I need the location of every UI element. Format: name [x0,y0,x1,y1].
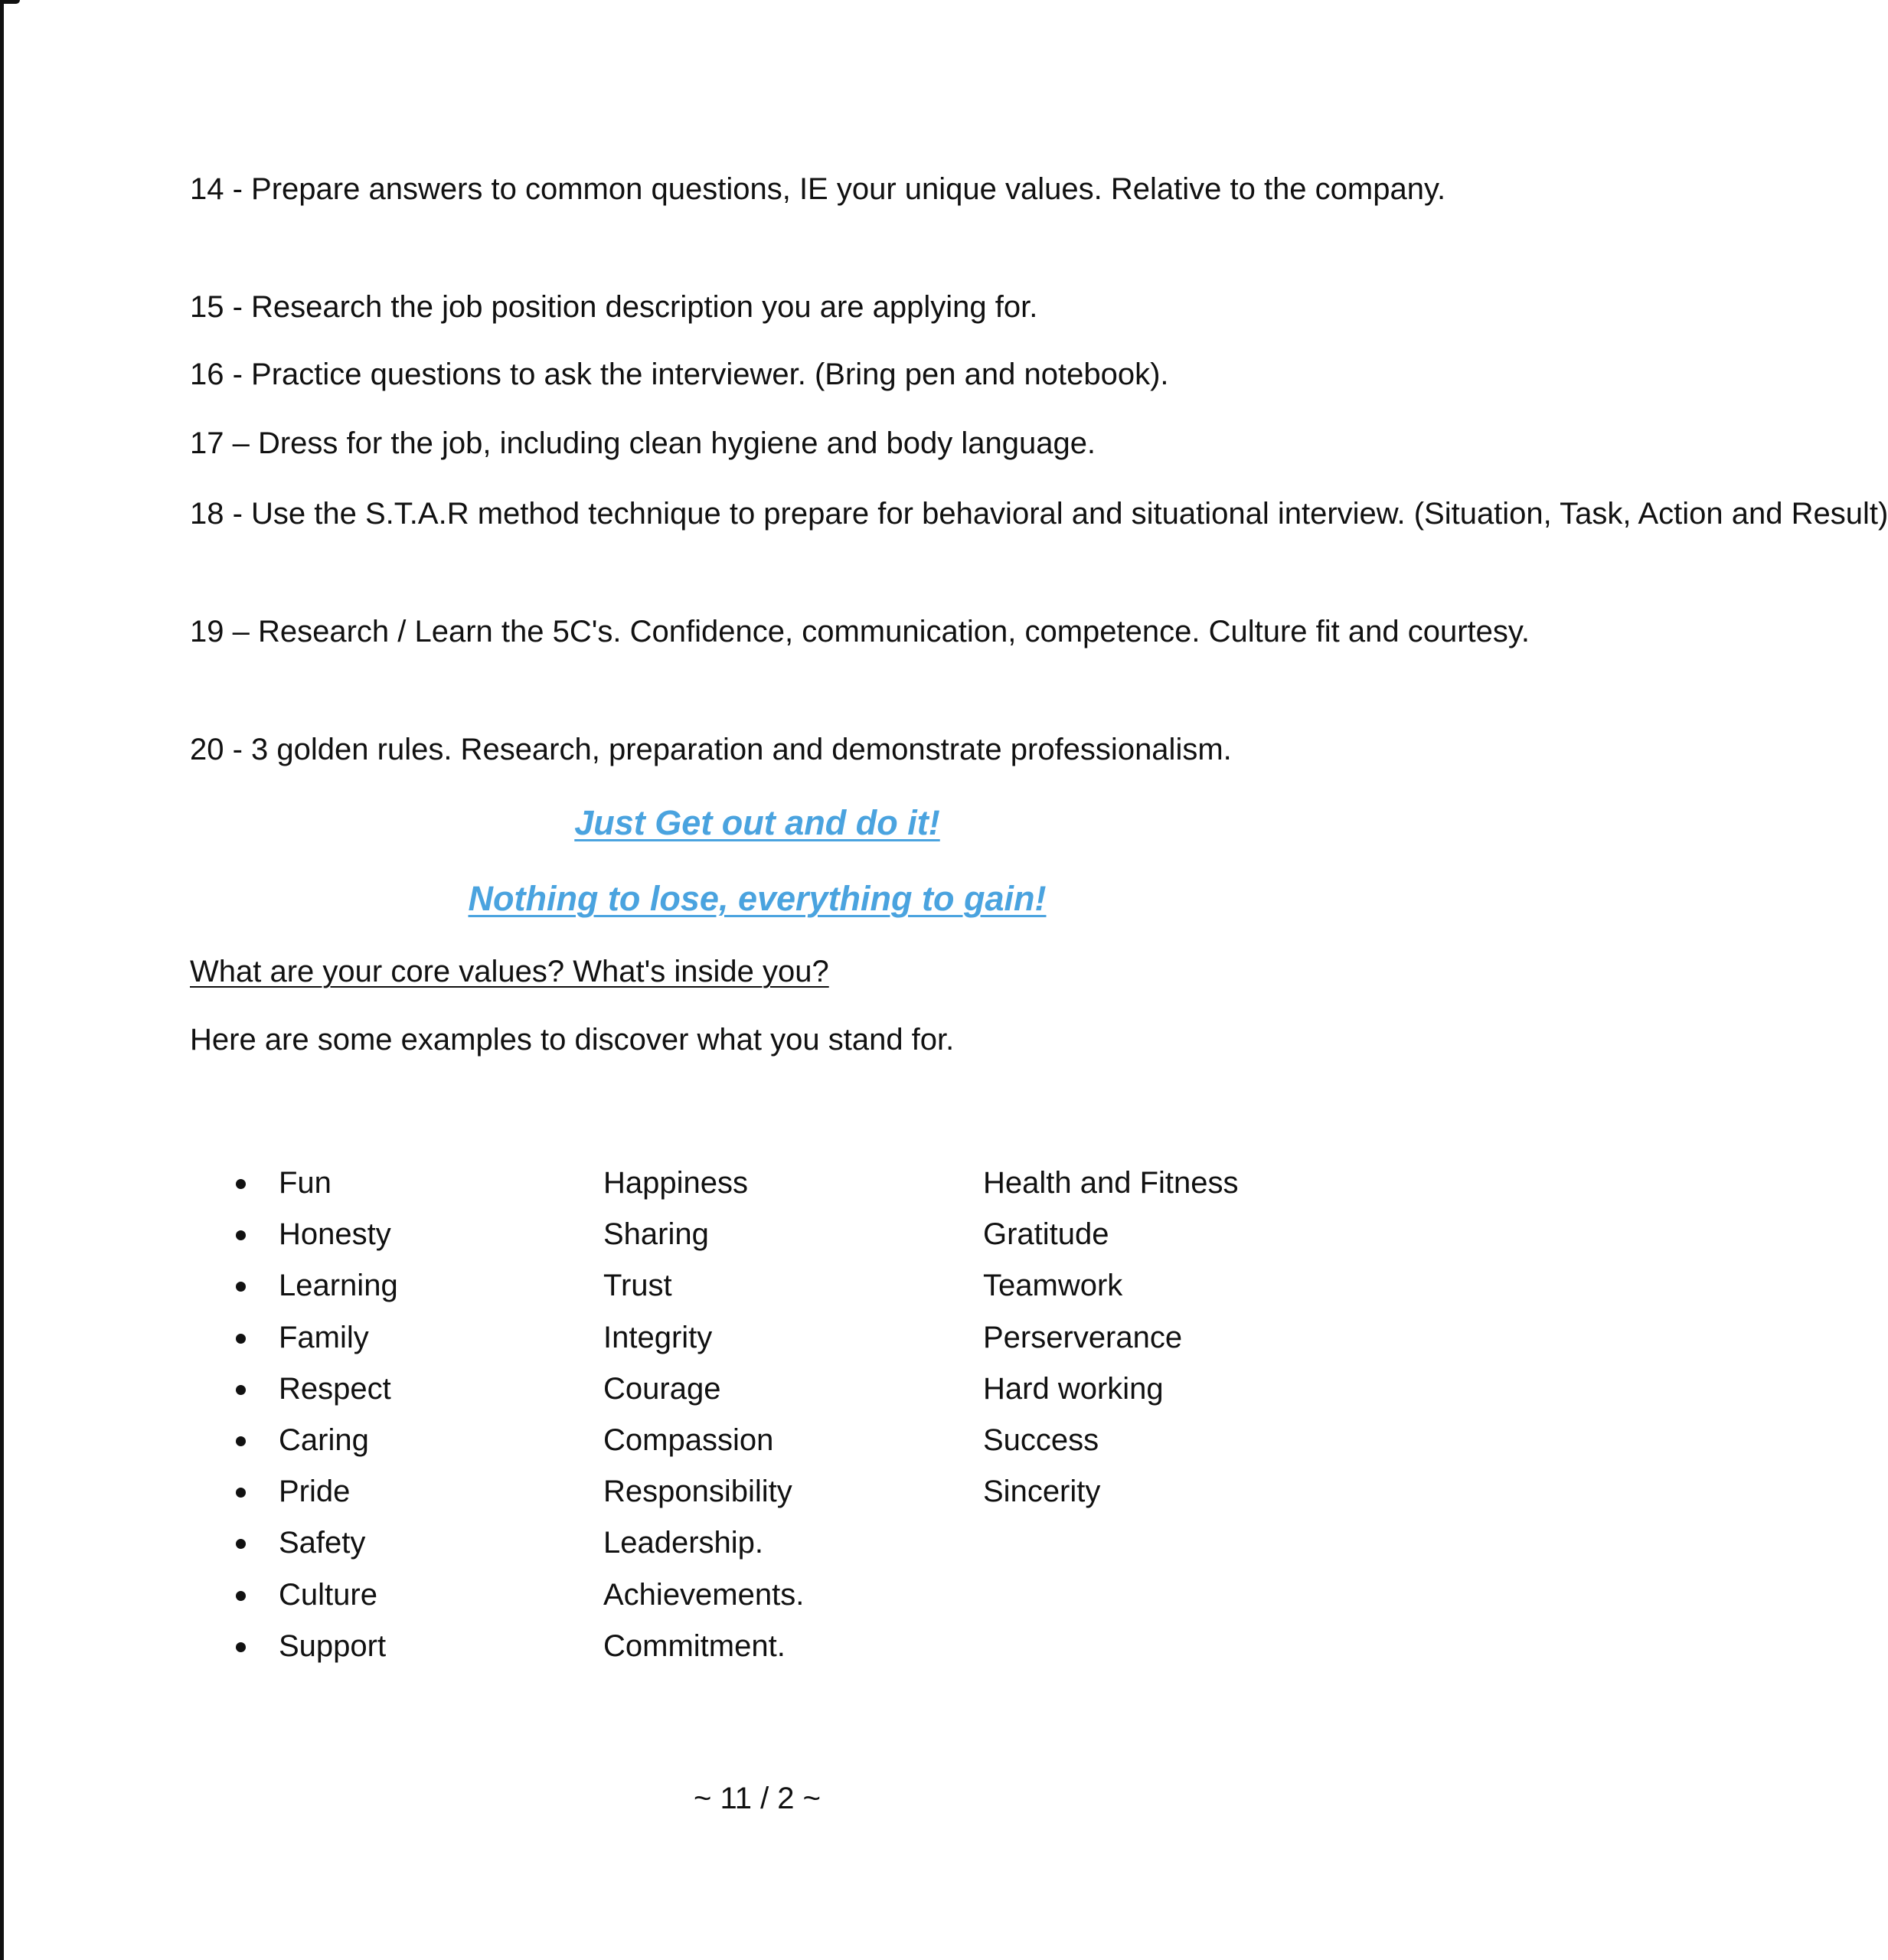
list-item: Sincerity [983,1475,1101,1509]
bullet-icon [236,1436,246,1446]
list-item: Integrity [603,1320,713,1354]
bullet-icon [236,1488,246,1498]
list-item [279,1466,398,1517]
list-item: Hard working [983,1371,1164,1406]
list-item: Compassion [603,1423,774,1457]
list-item [279,1209,398,1260]
instruction-19: 19 – Research / Learn the 5C's. Confidence, communication, competence. Culture fit and courtesy. [190,615,1530,648]
list-item: Courage [603,1371,721,1406]
list-item: Gratitude [983,1217,1109,1252]
bullet-icon [236,1282,246,1292]
list-item: Health and Fitness [983,1166,1239,1200]
bullet-icon [236,1539,246,1549]
list-item [279,1621,398,1672]
instruction-15: 15 - Research the job position description you are applying for. [190,290,1038,324]
instruction-17: 17 – Dress for the job, including clean hygiene and body language. [190,426,1096,460]
list-item [279,1517,398,1569]
values-column-3 [983,1158,1239,1517]
value-label: Learning [279,1269,398,1303]
instruction-20: 20 - 3 golden rules. Research, preparation and demonstrate professionalism. [190,733,1232,766]
scan-border-corner [0,0,20,4]
value-label: Support [279,1628,387,1663]
slogan-just-do-it: Just Get out and do it! [574,803,940,842]
list-item: Leadership. [603,1526,764,1560]
scan-border [0,0,4,1960]
list-item: Sharing [603,1217,709,1252]
value-label: Caring [279,1423,369,1457]
bullet-icon [236,1385,246,1395]
value-label: Honesty [279,1217,391,1252]
list-item: Commitment. [603,1628,786,1663]
list-item: Trust [603,1269,672,1303]
instruction-18: 18 - Use the S.T.A.R method technique to prepare for behavioral and situational interview. (Situation, Task, Action and Result) [190,497,1888,531]
list-item [279,1260,398,1312]
list-item: Happiness [603,1166,749,1200]
value-label: Safety [279,1526,366,1560]
bullet-icon [236,1230,246,1240]
list-item: Teamwork [983,1269,1123,1303]
page-number: ~ 11 / 2 ~ [693,1782,822,1815]
bullet-icon [236,1179,246,1189]
value-label: Culture [279,1577,377,1612]
value-label: Respect [279,1371,391,1406]
values-column-1 [279,1158,398,1672]
list-item [279,1158,398,1209]
slogan-nothing-to-lose: Nothing to lose, everything to gain! [468,879,1047,918]
value-label: Family [279,1320,369,1354]
core-values-heading: What are your core values? What's inside you? [190,955,829,988]
values-column-2 [603,1158,804,1672]
value-label: Pride [279,1475,351,1509]
list-item [279,1364,398,1415]
bullet-icon [236,1334,246,1344]
bullet-icon [236,1642,246,1652]
value-label: Fun [279,1166,332,1200]
list-item: Perserverance [983,1320,1183,1354]
list-item: Achievements. [603,1577,805,1612]
list-item: Responsibility [603,1475,792,1509]
list-item [279,1570,398,1621]
instruction-14: 14 - Prepare answers to common questions, IE your unique values. Relative to the company. [190,172,1446,206]
list-item: Success [983,1423,1099,1457]
bullet-icon [236,1591,246,1601]
instruction-16: 16 - Practice questions to ask the interviewer. (Bring pen and notebook). [190,358,1169,391]
list-item [279,1312,398,1364]
list-item [279,1415,398,1466]
core-values-intro: Here are some examples to discover what you stand for. [190,1023,955,1057]
